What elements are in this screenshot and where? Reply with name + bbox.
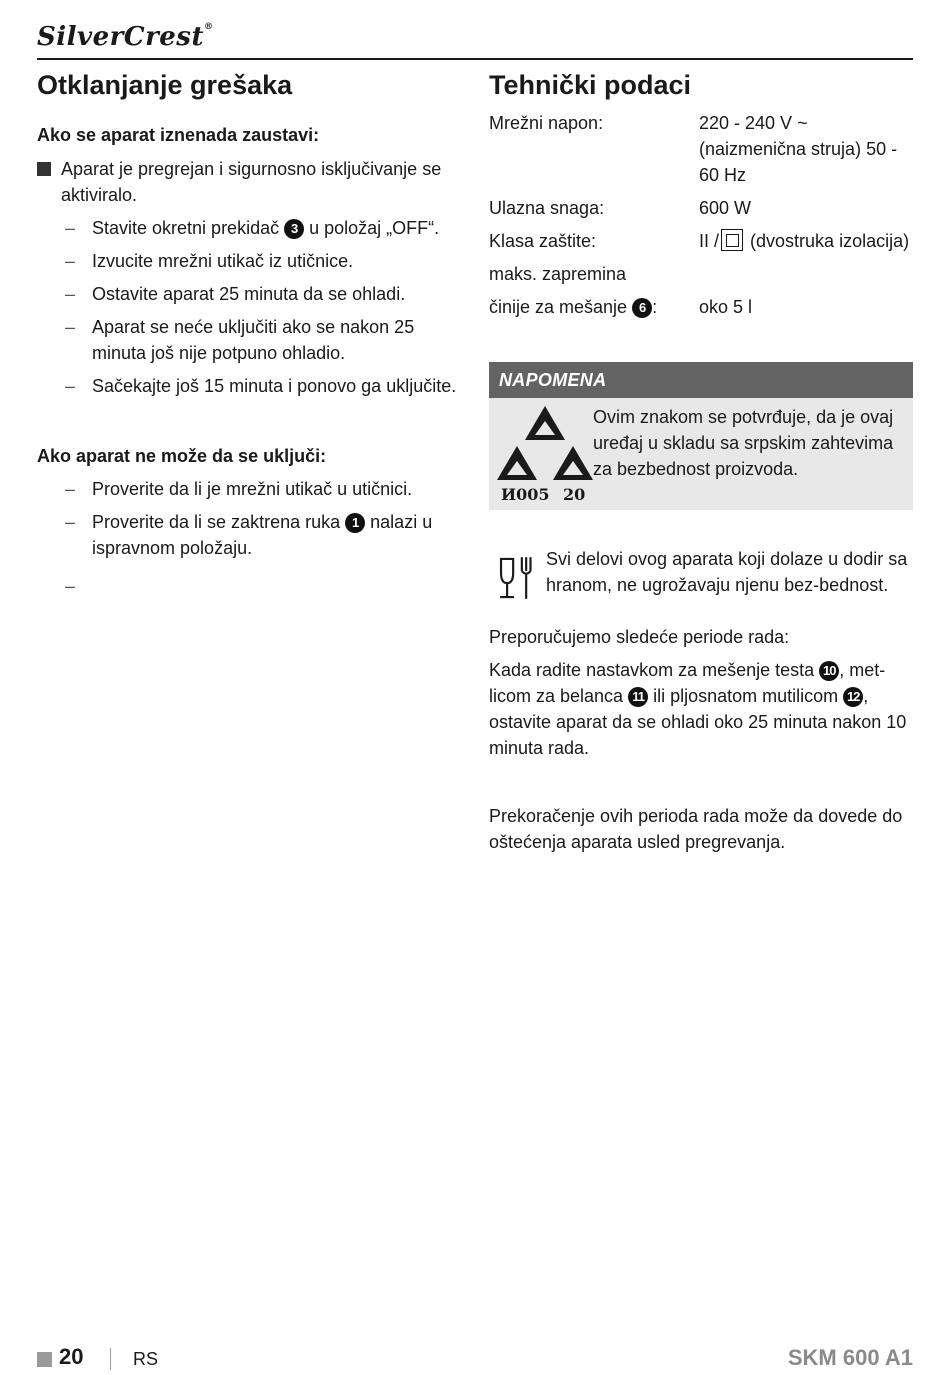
serbian-conformity-mark-icon [497,404,593,504]
note-box [489,362,913,510]
mark-year-label: 20 [563,485,586,504]
technical-data-column [489,68,913,855]
double-insulation-icon [721,229,743,251]
spec-bowl-capacity: činije za mešanje 6 : oko 5 l [489,297,753,317]
step-wait-more: – Sačekajte još 15 minuta i ponovo ga uključite. [37,373,462,399]
mark-code-label: И005 [501,485,550,504]
dash-marker: – [65,218,76,238]
language-code: RS [133,1349,159,1369]
dash-marker: – [65,512,76,532]
dash-marker: – [65,317,76,337]
number-badge: 10 [819,661,839,681]
troubleshooting-column [37,68,462,599]
dash-marker: – [65,376,76,396]
spec-power: Ulazna snaga: 600 W [489,198,752,218]
step-switch-off: – Stavite okretni prekidač 3 u položaj „OFF“. [37,215,462,241]
step-empty [37,573,462,599]
recommendation-text: Preporučujemo sledeće periode rada: [489,627,790,647]
troubleshooting-title: Otklanjanje grešaka [37,70,293,100]
model-number: SKM 600 A1 [787,1345,913,1370]
spec-list [489,110,913,320]
food-safe-block [489,546,913,604]
overheat-bullet: Aparat je pregrejan i sigurnosno isključivanje se aktiviralo. [37,156,462,208]
dash-marker: – [65,251,76,271]
operating-periods-text: Kada radite nastavkom za mešenje testa 10 , met-licom za belanca 11 ili pljosnatom mutilicom 12 , ostavite aparat da se ohladi oko 25 minuta nakon 10 minuta rada. [489,660,907,758]
note-text: Ovim znakom se potvrđuje, da je ovaj uređaj u skladu sa srpskim zahtevima za bezbednost proizvoda. [593,407,894,479]
number-badge: 1 [345,513,365,533]
brand-logo: SilverCrest® [37,22,214,52]
spec-bowl-label: maks. zapremina [489,264,627,284]
header-rule [37,58,913,60]
page-number: 20 [59,1344,84,1369]
spec-protection-class: Klasa zaštite: II / (dvostruka izolacija) [489,231,910,251]
food-safe-text: Svi delovi ovog aparata koji dolaze u dodir sa hranom, ne ugrožavaju njenu bez-bednost. [546,549,908,595]
step-unplug: – Izvucite mrežni utikač iz utičnice. [37,248,462,274]
number-badge: 12 [843,687,863,707]
overrun-warning-text: Prekoračenje ovih perioda rada može da dovede do oštećenja aparata usled pregrevanja. [489,806,903,852]
dash-marker: – [65,284,76,304]
cannot-start-heading: Ako aparat ne može da se uključi: [37,446,327,466]
bullet-square-icon [37,162,51,176]
number-badge: 3 [284,219,304,239]
step-not-cooled: – Aparat se neće uključiti ako se nakon 25 minuta još nije potpuno ohladio. [37,314,462,366]
step-check-plug: – Proverite da li je mrežni utikač u utičnici. [37,476,462,502]
dash-marker: – [65,576,76,596]
spec-voltage: Mrežni napon: 220 - 240 V ~ (naizmenična struja) 50 - 60 Hz [489,113,898,185]
technical-data-title: Tehnički podaci [489,70,692,100]
number-badge: 11 [628,687,648,707]
number-badge: 6 [632,298,652,318]
sudden-stop-heading: Ako se aparat iznenada zaustavi: [37,125,320,145]
dash-marker: – [65,479,76,499]
food-safe-icon [489,546,546,604]
note-heading: NAPOMENA [489,362,913,398]
footer-square-icon [37,1352,52,1367]
footer-separator [110,1348,111,1370]
step-check-arm: – Proverite da li se zaktrena ruka 1 nalazi u ispravnom položaju. [37,509,462,561]
step-cool-down: – Ostavite aparat 25 minuta da se ohladi. [37,281,462,307]
